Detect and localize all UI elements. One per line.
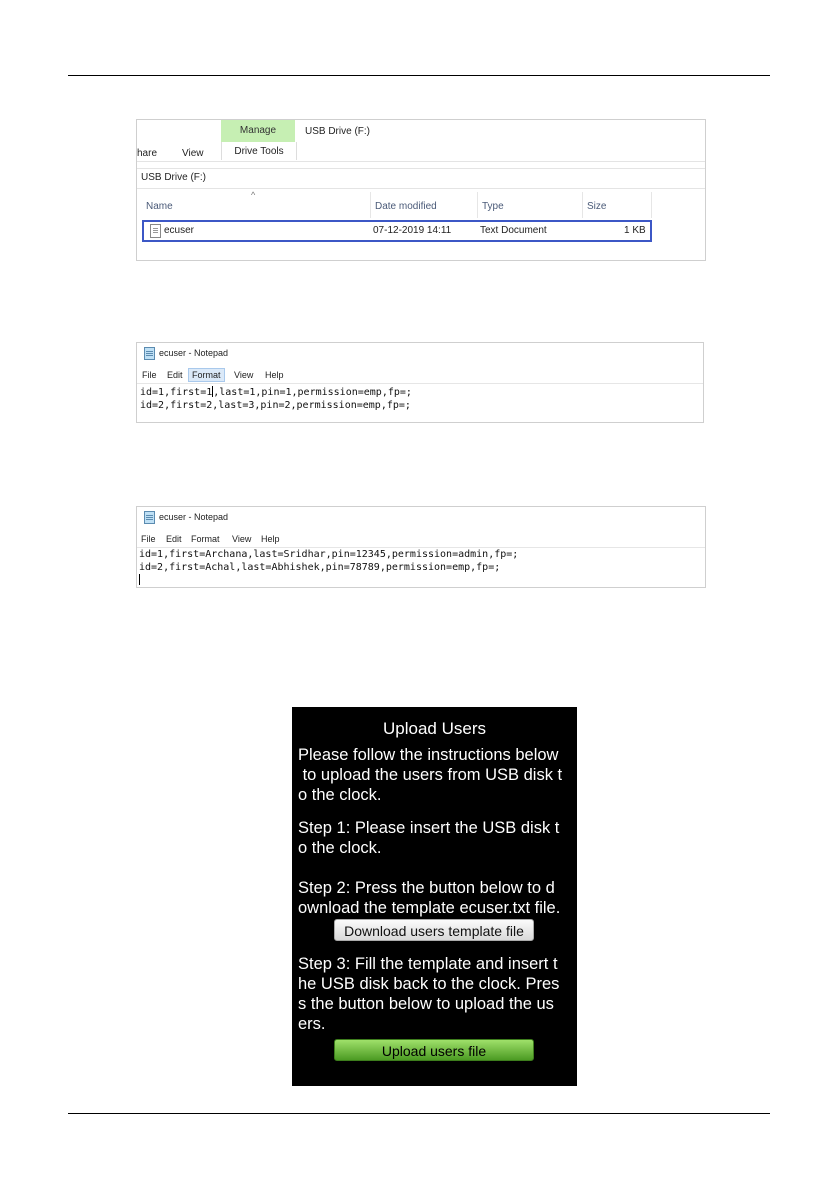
menu-edit[interactable]: Edit [167,370,183,380]
ribbon-tab-share[interactable]: hare [137,148,158,159]
sort-ascending-icon: ^ [251,190,256,200]
column-header-name[interactable]: Name [146,201,173,212]
notepad-icon [144,511,155,524]
column-separator[interactable] [370,192,371,218]
menu-view[interactable]: View [234,370,254,380]
notepad-title: ecuser - Notepad [159,348,229,358]
footer-rule [68,1113,770,1114]
menu-file[interactable]: File [141,534,156,544]
address-divider [137,168,705,169]
clock-device-screen [292,707,577,1086]
intro-instructions: Please follow the instructions below to upload the users from USB disk t o the clock. [298,746,563,804]
upload-users-button[interactable]: Upload users file [334,1039,534,1061]
menu-format[interactable]: Format [191,534,220,544]
menu-edit[interactable]: Edit [166,534,182,544]
file-name: ecuser [164,225,195,236]
notepad-menu-bar [137,367,703,381]
ribbon-tab-drive-tools[interactable]: Drive Tools [221,142,297,160]
download-template-button[interactable]: Download users template file [334,919,534,941]
file-row-ecuser[interactable] [142,220,652,242]
column-header-date[interactable]: Date modified [375,201,437,212]
menu-divider [137,383,703,384]
text-line-2: id=2,first=Achal,last=Abhishek,pin=78789,permission=emp,fp=; [139,562,501,573]
menu-help[interactable]: Help [261,534,280,544]
text-line-1: id=1,first=Archana,last=Sridhar,pin=12345,permission=admin,fp=; [139,549,519,560]
notepad-text-area[interactable] [140,386,412,412]
menu-help[interactable]: Help [265,370,284,380]
column-separator[interactable] [651,192,652,218]
column-header-size[interactable]: Size [587,201,607,212]
file-explorer-window [136,119,706,261]
file-type: Text Document [480,225,547,236]
screen-title: Upload Users [383,719,486,738]
notepad-menu-bar [137,531,705,545]
notepad-title: ecuser - Notepad [159,512,229,522]
column-separator[interactable] [477,192,478,218]
menu-view[interactable]: View [232,534,252,544]
text-line-1-start: id=1,first=1 [140,387,213,398]
file-size: 1 KB [624,225,646,236]
column-header-type[interactable]: Type [482,201,504,212]
address-bar[interactable]: USB Drive (F:) [141,172,206,183]
column-separator[interactable] [582,192,583,218]
text-line-1-end: ,last=1,pin=1,permission=emp,fp=; [213,387,412,398]
step-3-text: Step 3: Fill the template and insert t he USB disk back to the clock. Pres s the button below to upload the us ers. [298,955,560,1033]
address-divider-bottom [137,188,705,189]
text-line-2: id=2,first=2,last=3,pin=2,permission=emp,fp=; [140,400,411,411]
file-date: 07-12-2019 14:11 [373,225,452,236]
ribbon-divider [137,161,705,162]
step-2-text: Step 2: Press the button below to d ownload the template ecuser.txt file. [298,879,561,917]
ribbon-tab-view[interactable]: View [182,148,204,159]
window-title: USB Drive (F:) [305,126,370,137]
notepad-icon [144,347,155,360]
menu-format[interactable]: Format [188,368,225,382]
notepad-window-filled [136,506,706,588]
notepad-text-area[interactable] [139,548,518,587]
step-1-text: Step 1: Please insert the USB disk t o the clock. [298,819,560,857]
menu-file[interactable]: File [142,370,157,380]
ribbon-manage-tab[interactable]: Manage [221,120,295,142]
header-rule [68,75,770,76]
notepad-window-template [136,342,704,423]
text-document-icon [150,224,161,238]
text-cursor [139,574,140,585]
